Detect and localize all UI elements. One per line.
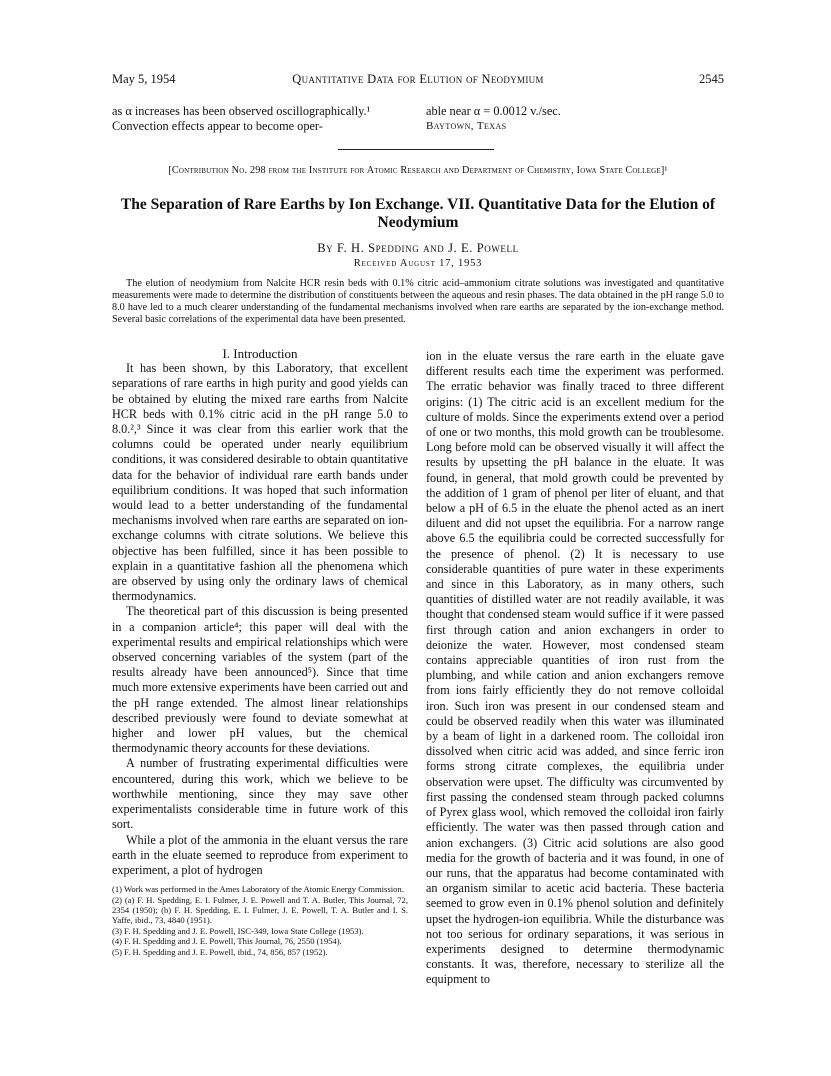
prev-article-left-text: as α increases has been observed oscillographically.¹ Convection effects appear to become oper-	[112, 104, 371, 133]
section-divider	[338, 149, 494, 150]
prev-article-right	[426, 104, 726, 134]
contribution-line: [Contribution No. 298 from the Institute for Atomic Research and Department of Chemistry, Iowa State College]¹	[168, 165, 668, 176]
body-paragraph: It has been shown, by this Laboratory, that excellent separations of rare earths in high purity and good yields can be obtained by eluting the mixed rare earths from Nalcite HCR beds with 0.1% citric acid in the pH range 5.0 to 8.0.²,³ Since it was clear from this earlier work that the columns could be operated under nearly equilibrium conditions, it was considered desirable to obtain quantitative data for the behavior of individual rare earth bands under equilibrium conditions. It was hoped that such information would lead to a better understanding of the fundamental mechanisms involved when rare earths are separated on ion-exchange columns with citrate solutions. We believe this objective has been fulfilled, since it has been possible to explain in a quantitative fashion all the phenomena which are observed by using only the ordinary laws of chemical thermodynamics.	[112, 361, 408, 604]
abstract: The elution of neodymium from Nalcite HCR resin beds with 0.1% citric acid–ammonium citrate solutions was investigated and quantitative measurements were made to determine the distribution of constituents between the aqueous and resin phases. The data obtained in the pH range 5.0 to 8.0 have led to a much clearer understanding of the fundamental mechanisms involved when rare earths are separated by the ion-exchange method. Several basic correlations of the experimental data have been presented.	[112, 278, 724, 325]
received-date: Received August 17, 1953	[353, 258, 483, 269]
section-heading: I. Introduction	[222, 346, 298, 361]
header-running-title: Quantitative Data for Elution of Neodymium	[292, 72, 544, 86]
body-paragraph: The theoretical part of this discussion is being presented in a companion article⁴; this paper will deal with the experimental results and empirical relationships which were observed concerning variables of the system (part of the results already have been announced⁵). Since that time much more extensive experiments have been carried out and the pH range extended. The almost linear relationships described previously were found to deviate somewhat at higher and lower pH values, but the chemical thermodynamic theory accounts for these deviations.	[112, 604, 408, 756]
body-paragraph: ion in the eluate versus the rare earth in the eluate gave different results each time the experiment was performed. The erratic behavior was finally traced to three different origins: (1) The citric acid is an excellent medium for the culture of molds. Since the experiments extend over a period of one or two months, this mold growth can be troublesome. Long before mold can be observed visually it will affect the results by upsetting the pH balance in the eluate. It was found, in general, that mold growth could be prevented by the addition of 1 gram of phenol per liter of eluant, and that below a pH of 6.5 in the eluate the phenol acted as an inert diluent and did not upset the equilibria. For a narrow range above 6.5 the equilibria could be corrected successfully for the presence of phenol. (2) It is necessary to use considerable quantities of pure water in these experiments and since in this Laboratory, as in many others, such quantities of distilled water are not readily available, it was thought that condensed steam would suffice if it were passed first through cation and anion exchangers in order to deionize the water. However, most condensed steam contains appreciable quantities of iron rust from the plumbing, and while cation and anion exchangers remove from ions fairly efficiently they do not remove colloidal iron. Such iron was present in our condensed steam and could be observed readily when this water was illuminated by a beam of light in a darkened room. The colloidal iron dissolved when citric acid was added, and since ferric iron forms strong citrate complexes, the equilibria under observation were upset. The difficulty was circumvented by first passing the condensed steam through packed columns of Pyrex glass wool, which removed the colloidal iron fairly efficiently. The water was then passed through cation and anion exchangers. (3) Citric acid solutions are also good media for the growth of bacteria and it was found, in one of our runs, that the apparatus had become contaminated with an organism similar to acetic acid bacteria. These bacteria seemed to grow even in 0.1% phenol solution and definitely upset the hydrogen-ion equilibria. While the disturbance was not too serious for ordinary separations, it was serious in experiments designed to determine thermodynamic constants. It was, therefore, necessary to sterilize all the equipment to	[426, 349, 724, 987]
right-column	[426, 349, 724, 988]
footnote: (5) F. H. Spedding and J. E. Powell, ibid., 74, 856, 857 (1952).	[112, 946, 328, 957]
header-date: May 5, 1954	[112, 72, 176, 86]
footnote: (2) (a) F. H. Spedding, E. I. Fulmer, J. E. Powell and T. A. Butler, This Journal, 72, 2354 (1950); (b) F. H. Spedding, E. I. Fulmer, J. E. Powell, T. A. Butler and I. S. Yaffe, ibid., 73, 4840 (1951).	[112, 894, 408, 926]
left-column	[112, 346, 408, 957]
prev-article-location: Baytown, Texas	[426, 120, 507, 132]
prev-article-right-text: able near α = 0.0012 v./sec.	[426, 104, 561, 118]
footnotes	[112, 884, 408, 957]
body-paragraph: A number of frustrating experimental difficulties were encountered, during this work, which we believe to be worthwhile mentioning, since they may save other experimentalists considerable time in future work of this sort.	[112, 756, 408, 832]
footnote: (4) F. H. Spedding and J. E. Powell, This Journal, 76, 2550 (1954).	[112, 936, 342, 947]
body-paragraph: While a plot of the ammonia in the eluant versus the rare earth in the eluate seemed to reproduce from experiment to experiment, a plot of hydrogen	[112, 832, 408, 877]
header-page-number: 2545	[699, 72, 724, 86]
footnote: (3) F. H. Spedding and J. E. Powell, ISC-349, Iowa State College (1953).	[112, 925, 364, 936]
running-header	[112, 72, 724, 88]
footnote: (1) Work was performed in the Ames Laboratory of the Atomic Energy Commission.	[112, 884, 404, 895]
article-authors: By F. H. Spedding and J. E. Powell	[317, 241, 519, 255]
article-title: The Separation of Rare Earths by Ion Exchange. VII. Quantitative Data for the Elution of Neodymium	[120, 196, 716, 231]
